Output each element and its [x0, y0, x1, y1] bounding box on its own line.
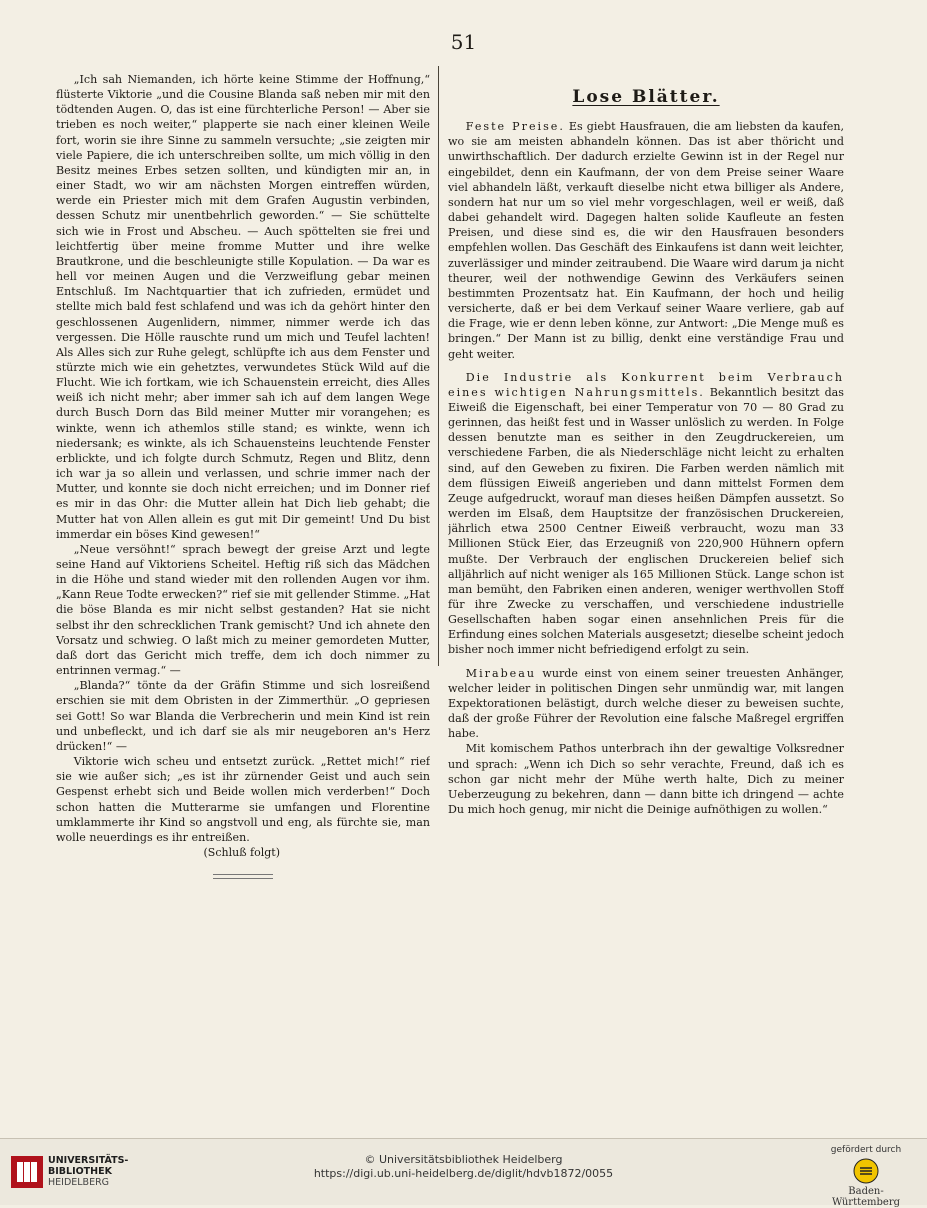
item-paragraph [448, 666, 844, 742]
item-paragraph [448, 119, 844, 362]
item-paragraph [448, 741, 844, 817]
right-column [448, 72, 844, 1077]
continued-note: (Schluß folgt) [203, 845, 280, 859]
footer [0, 1139, 927, 1208]
library-line: UNIVERSITÄTS- [48, 1155, 129, 1166]
item-lead: Feste Preise. [465, 120, 565, 134]
copyright-notice: © Universitätsbibliothek Heidelberg [364, 1153, 563, 1166]
left-column [56, 72, 430, 1077]
item-text: wurde einst von einem seiner treuesten Anhänger, welcher leider in politischen Dingen sehr unmündig war, mit langen Expektorationen belästigt, durch welche dieser zu beweisen suchte, daß der große Führer der Revolution eine falsche Maßregel ergriffen habe. [448, 666, 844, 741]
story-paragraph: „Ich sah Niemanden, ich hörte keine Stimme der Hoffnung,“ flüsterte Viktorie „und die Cousine Blanda saß neben mir mit den tödtenden Augen. O, das ist eine fürchterliche Person! — Aber sie trieben es noch weiter,“ plapperte sie nach einer kleinen Weile fort, worin sie ihre Sinne zu sammeln versuchte; „sie zeigten mir viele Papiere, die ich unterschreiben sollte, um mich völlig in den Besitz meines Erbes setzen sollten, und kündigten mir an, in einer Stadt, wo wir am nächsten Morgen eintreffen würden, werde ein Priester mich mit dem Grafen Augustin verbinden, dessen Schutz mir unentbehrlich geworden.“ — Sie schüttelte sich wie in Frost und Abscheu. — Auch spöttelten sie frei und leichtfertig über meine fromme Mutter und ihre welke Brautkrone, und die beschleunigte stille Kopulation. — Da war es hell vor meinen Augen und die Verzweiflung gebar meinen Entschluß. Im Nachtquartier that ich zufrieden, ermüdet und stellte mich bald fest schlafend und was ich da gehört hinter den geschlossenen Augenlidern, nimmer, nimmer werde ich das vergessen. Die Hölle rauschte rund um mich und Teufel lachten! Als Alles sich zur Ruhe gelegt, schlüpfte ich aus dem Fenster und stürzte mich wie ein gehetztes, verwundetes Stück Wild auf die Flucht. Wie ich fortkam, wie ich Schauenstein erreicht, dies Alles weiß ich nicht mehr; aber immer sah ich auf dem langen Wege durch Busch Dorn das Bild meiner Mutter mir vorangehen; es winkte, wenn ich athemlos stille stand; es winkte, wenn ich niedersank; es winkte, als ich Schauensteins leuchtende Fenster erblickte, und ich folgte durch Schmutz, Regen und Blitz, denn ich war ja so allein und verlassen, und schrie immer nach der Mutter, und konnte sie doch nicht erreichen; und im Donner rief es mir in das Ohr: die Mutter allein hat Dich lieb gehabt; die Mutter hat von Allen allein es gut mit Dir gemeint! Und Du bist immerdar ein böses Kind gewesen!“ [56, 73, 430, 541]
item-lead: Mirabeau [465, 666, 536, 680]
item-text: Bekanntlich besitzt das Eiweiß die Eigenschaft, bei einer Temperatur von 70 — 80 Grad zu gerinnen, das heißt fest und in Wasser unlöslich zu werden. In Folge dessen benutzte man es seither in den Zeugdruckereien, um verschiedene Farben, die als Niederschläge nicht leicht zu erhalten sind, auf den Geweben zu fixiren. Die Farben werden nämlich mit dem flüssigen Eiweiß angerieben und dann mittelst Formen dem Zeuge aufgedruckt, worauf man dieses heißen Dämpfen aussetzt. So werden im Elsaß, dem Hauptsitze der französischen Druckereien, jährlich etwa 2500 Centner Eiweiß verbraucht, wozu man 33 Millionen Stück Eier, das Erzeugniß von 220,900 Hühnern opfern mußte. Der Verbrauch der englischen Druckereien belief sich alljährlich auf nicht weniger als 165 Millionen Stück. Lange schon ist man bemüht, den Fabriken einen anderen, weniger werthvollen Stoff für ihre Zwecke zu verschaffen, und verschiedene industrielle Gesellschaften haben sogar einen ansehnlichen Preis für die Erfindung eines solchen Materials ausgesetzt; dieselbe scheint jedoch bisher noch immer nicht befriedigend erfolgt zu sein. [448, 385, 844, 657]
item-lead: Die Industrie als Konkurrent beim Verbrauch eines wichtigen Nahrungsmittels. [448, 370, 844, 399]
coat-of-arms-icon [853, 1158, 879, 1184]
story-paragraph: „Neue versöhnt!“ sprach bewegt der greise Arzt und legte seine Hand auf Viktoriens Scheitel. Heftig riß sich das Mädchen in die Höhe und stand wieder mit den rollenden Augen vor ihm. „Kann Reue Todte erwecken?“ rief sie mit gellender Stimme. „Hat die böse Blanda es mir nicht selbst gestanden? Hat sie nicht selbst ihr den schrecklichen Trank gemischt? Und ich ahnete den Vorsatz und schwieg. O laßt mich zu meiner gemordeten Mutter, daß dort das Gericht mich treffe, dem ich doch nimmer zu entrinnen vermag.“ — [56, 542, 430, 678]
item-text: Es giebt Hausfrauen, die am liebsten da kaufen, wo sie am meisten abhandeln können. Das ist aber thöricht und unwirthschaftlich. Der dadurch erzielte Gewinn ist in der Regel nur eingebildet, denn ein Kaufmann, der von dem Preise seiner Waare viel abhandeln läßt, verkauft dieselbe nicht etwa billiger als Andere, sondern hat nur um so viel mehr vorgeschlagen, weil er weiß, daß dabei gehandelt wird. Dagegen halten solide Kaufleute an festen Preisen, und diese sind es, die wir den Hausfrauen besonders empfehlen wollen. Das Geschäft des Einkaufens ist dann weit leichter, zuverlässiger und minder zeitraubend. Die Waare wird darum ja nicht theurer, weil der nothwendige Gewinn des Verkäufers seinen bestimmten Prozentsatz hat. Ein Kaufmann, der hoch und heilig versicherte, daß er bei dem Verkauf seiner Waare verliere, gab auf die Frage, wie er denn leben könne, zur Antwort: „Die Menge muß es bringen.“ Der Mann ist zu billig, denkt eine verständige Frau und geht weiter. [448, 120, 844, 361]
story-paragraph: Viktorie wich scheu und entsetzt zurück. „Rettet mich!“ rief sie wie außer sich; „es ist ihr zürnender Geist und auch sein Gespenst erhebt sich und Beide wollen mich verderben!“ Doch schon hatten die Mutterarme sie umfangen und Florentine umklammerte ihr Kind so angstvoll und eng, als fürchte sie, man wolle neuerdings es ihr entreißen. [56, 755, 430, 844]
ornamental-rule [213, 874, 273, 879]
funder-block[interactable] [821, 1145, 911, 1208]
section-title: Lose Blätter. [572, 87, 720, 107]
library-line: HEIDELBERG [48, 1177, 110, 1188]
funding-label: gefördert durch [830, 1145, 902, 1155]
page-number: 51 [450, 30, 477, 54]
permalink[interactable]: https://digi.ub.uni-heidelberg.de/diglit/hdvb1872/0055 [313, 1167, 614, 1180]
story-paragraph: „Blanda?“ tönte da der Gräfin Stimme und sich losreißend erschien sie mit dem Obristen in der Zimmerthür. „O gepriesen sei Gott! So war Blanda die Verbrecherin und mein Kind ist rein und unbefleckt, und ich darf sie als mir neugeboren an's Herz drücken!“ — [56, 679, 430, 753]
item-paragraph [448, 370, 844, 658]
library-line: BIBLIOTHEK [48, 1166, 112, 1177]
funder-name: Baden-Württemberg [831, 1186, 901, 1208]
column-divider [438, 66, 439, 666]
item-text: Mit komischem Pathos unterbrach ihn der gewaltige Volksredner und sprach: „Wenn ich Dich so sehr verachte, Freund, daß ich es schon gar nicht mehr der Mühe werth halte, Dich zu meiner Ueberzeugung zu bekehren, dann — dann bitte ich dringend — achte Du mich hoch genug, mir nicht die Deinige aufnöthigen zu wollen.“ [448, 742, 844, 817]
